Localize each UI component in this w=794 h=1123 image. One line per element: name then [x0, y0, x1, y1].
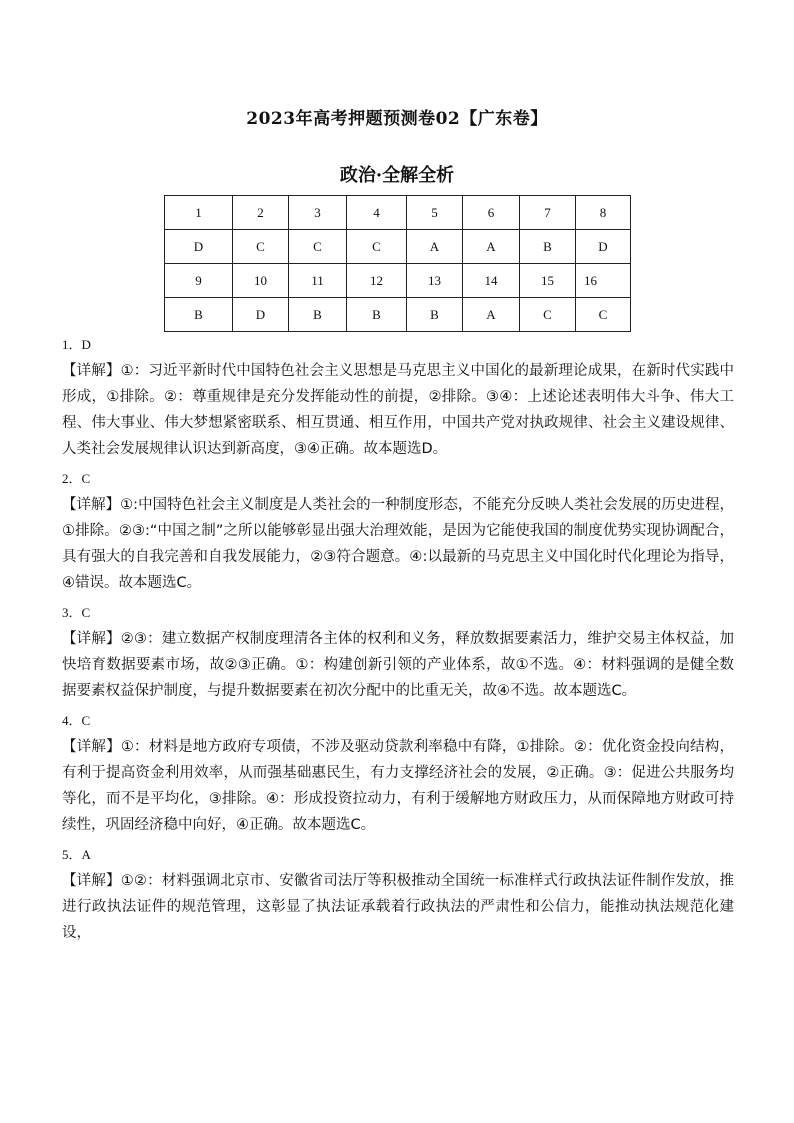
- question-detail: 【详解】①：习近平新时代中国特色社会主义思想是马克思主义中国化的最新理论成果，在新时代实践中形成，①排除。②：尊重规律是充分发挥能动性的前提，②排除。③④：上述论述表明伟大斗争、伟大工程、伟大事业、伟大梦想紧密联系、相互贯通、相互作用，中国共产党对执政规律、社会主义建设规律、人类社会发展规律认识达到新高度，③④正确。故本题选D。: [62, 363, 734, 457]
- table-cell: 7: [520, 196, 576, 230]
- table-row-question-numbers: [165, 196, 631, 230]
- table-cell: B: [520, 230, 576, 264]
- question-number: 4．C: [62, 713, 91, 728]
- question-number: 1．D: [62, 337, 91, 352]
- question-number: 3．C: [62, 605, 91, 620]
- table-cell: 11: [289, 264, 347, 298]
- question-number: 2．C: [62, 471, 91, 486]
- question-number: 5．A: [62, 847, 91, 862]
- table-cell: 2: [233, 196, 289, 230]
- question-detail: 【详解】①：材料是地方政府专项债，不涉及驱动贷款利率稳中有降，①排除。②：优化资金投向结构，有利于提高资金利用效率，从而强基础惠民生，有力支撑经济社会的发展，②正确。③：促进公共服务均等化，而不是平均化，③排除。④：形成投资拉动力，有利于缓解地方财政压力，从而保障地方财政可持续性，巩固经济稳中向好，④正确。故本题选C。: [62, 739, 734, 833]
- table-cell: 1: [165, 196, 233, 230]
- table-row-answers: [165, 298, 631, 332]
- question-detail: 【详解】①②：材料强调北京市、安徽省司法厅等积极推动全国统一标准样式行政执法证件制作发放，推进行政执法证件的规范管理，这彰显了执法证承载着行政执法的严肃性和公信力，能推动执法规范化建设，: [62, 873, 734, 941]
- table-cell: 15: [520, 264, 576, 298]
- table-cell: C: [576, 298, 631, 332]
- table-cell: C: [520, 298, 576, 332]
- table-cell: C: [233, 230, 289, 264]
- table-cell: D: [576, 230, 631, 264]
- table-cell: 3: [289, 196, 347, 230]
- explanations: [62, 332, 734, 950]
- question-detail: 【详解】①:中国特色社会主义制度是人类社会的一种制度形态，不能充分反映人类社会发展的历史进程，①排除。②③:“中国之制”之所以能够彰显出强大治理效能，是因为它能使我国的制度优势实现协调配合，具有强大的自我完善和自我发展能力，②③符合题意。④:以最新的马克思主义中国化时代化理论为指导，④错误。故本题选C。: [62, 497, 734, 591]
- table-cell: 10: [233, 264, 289, 298]
- table-cell: 9: [165, 264, 233, 298]
- table-cell: B: [407, 298, 463, 332]
- table-cell: 16: [576, 264, 631, 298]
- table-cell: B: [165, 298, 233, 332]
- table-row-answers: [165, 230, 631, 264]
- table-cell: B: [347, 298, 407, 332]
- table-row-question-numbers: [165, 264, 631, 298]
- table-cell: A: [463, 298, 520, 332]
- table-cell: D: [165, 230, 233, 264]
- document-title: 2023年高考押题预测卷02【广东卷】: [246, 109, 548, 129]
- table-cell: D: [233, 298, 289, 332]
- table-cell: C: [347, 230, 407, 264]
- table-cell: B: [289, 298, 347, 332]
- table-cell: 13: [407, 264, 463, 298]
- table-cell: 8: [576, 196, 631, 230]
- answer-table: [164, 195, 631, 332]
- table-cell: 14: [463, 264, 520, 298]
- question-detail: 【详解】②③：建立数据产权制度理清各主体的权利和义务，释放数据要素活力，维护交易主体权益，加快培育数据要素市场，故②③正确。①：构建创新引领的产业体系，故①不选。④：材料强调的是健全数据要素权益保护制度，与提升数据要素在初次分配中的比重无关，故④不选。故本题选C。: [62, 631, 734, 699]
- table-cell: 6: [463, 196, 520, 230]
- table-cell: 5: [407, 196, 463, 230]
- table-cell: 12: [347, 264, 407, 298]
- table-cell: 4: [347, 196, 407, 230]
- table-cell: A: [463, 230, 520, 264]
- document-subtitle: 政治·全解全析: [339, 165, 455, 186]
- table-cell: A: [407, 230, 463, 264]
- table-cell: C: [289, 230, 347, 264]
